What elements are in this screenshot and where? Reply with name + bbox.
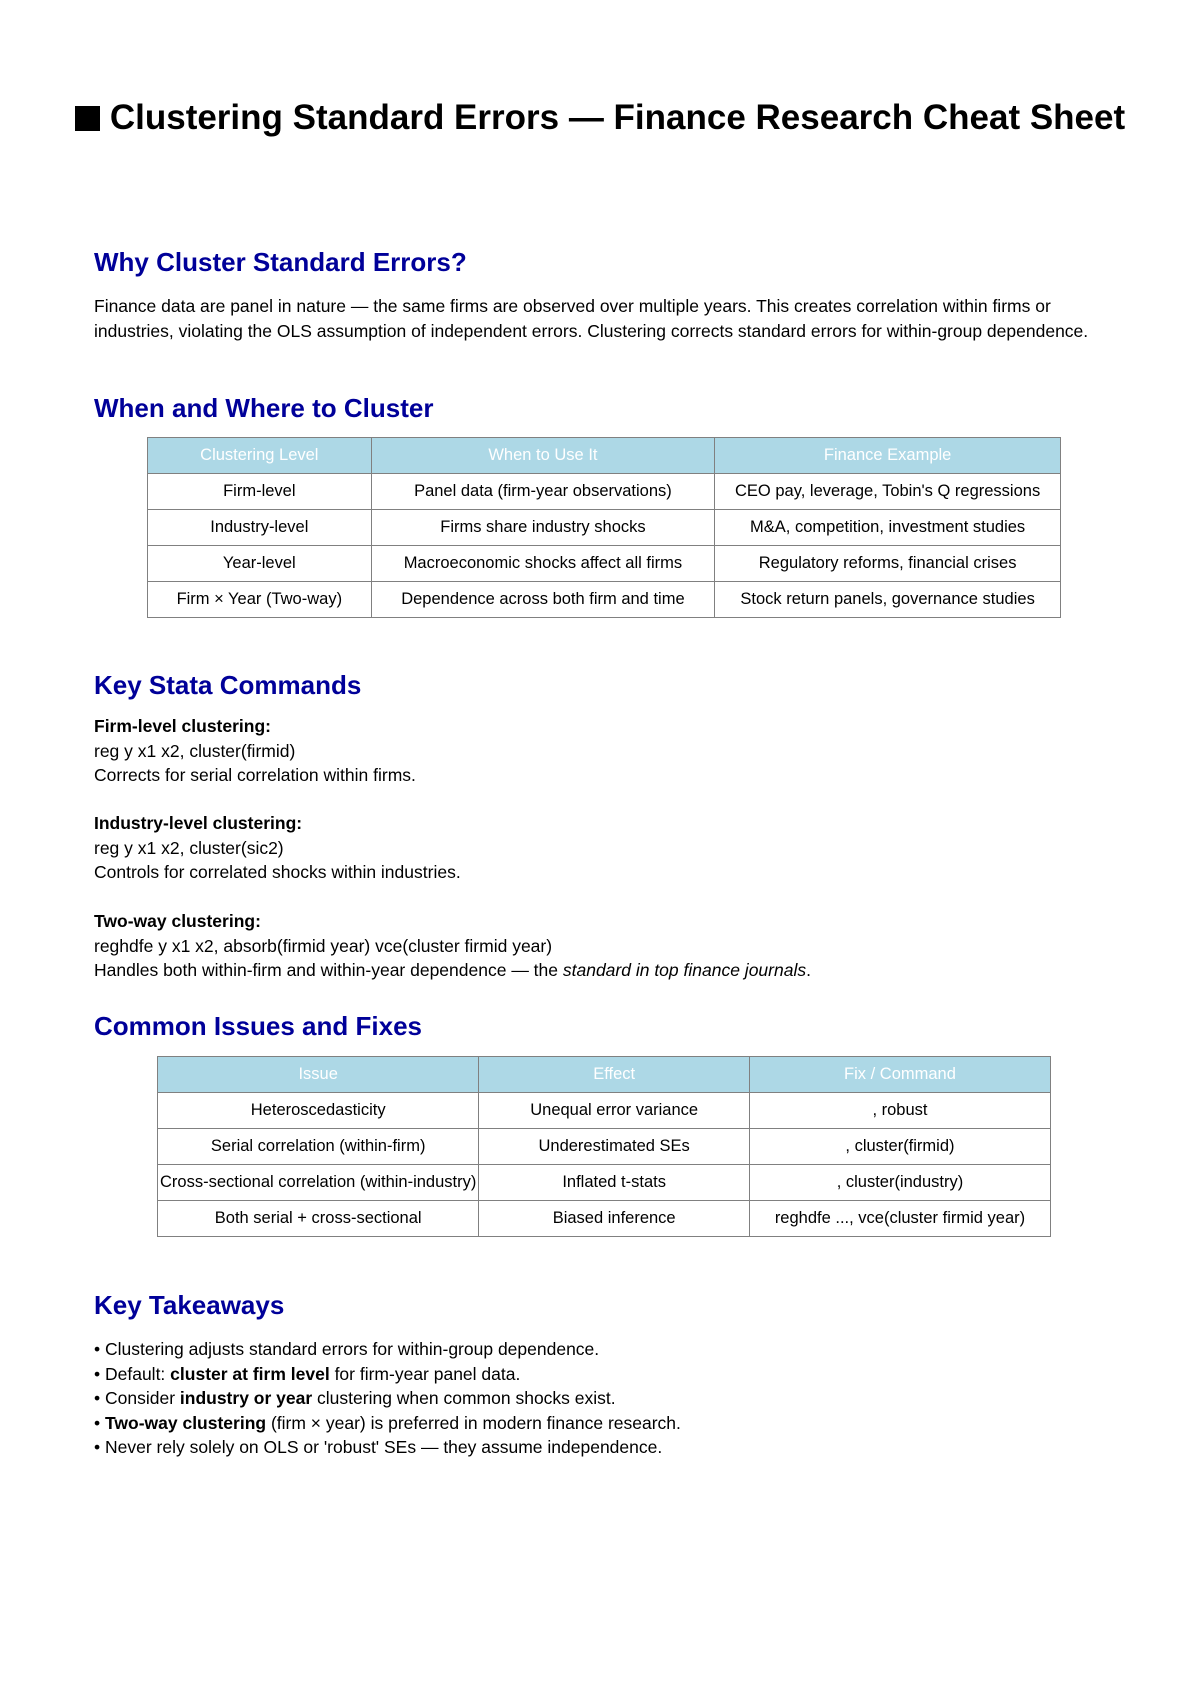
table-row (148, 474, 1061, 510)
square-bullet-icon (75, 106, 100, 131)
item-text: • (94, 1412, 105, 1433)
page-title (60, 96, 1140, 140)
table-row (158, 1165, 1051, 1201)
table-cell: Underestimated SEs (479, 1129, 750, 1165)
item-bold: cluster at firm level (170, 1363, 330, 1384)
item-text: (firm × year) is preferred in modern finance research. (266, 1412, 681, 1433)
table-cell: Firms share industry shocks (371, 510, 715, 546)
stata-note: Corrects for serial correlation within firms. (94, 765, 416, 785)
stata-twoway-block (94, 909, 1124, 983)
clustering-level-table (147, 437, 1061, 618)
table-cell (158, 1165, 479, 1201)
cell-text-overflow: Cross-sectional correlation (within-industry) (160, 1173, 477, 1191)
item-text: • Clustering adjusts standard errors for within-group dependence. (94, 1339, 600, 1359)
stata-firm-block (94, 714, 1124, 788)
note-emphasis: standard in top finance journals (562, 960, 807, 980)
stata-label: Two-way clustering: (94, 911, 261, 931)
table-cell: Regulatory reforms, financial crises (715, 546, 1061, 582)
column-header: Fix / Command (749, 1057, 1050, 1093)
table-cell: Serial correlation (within-firm) (158, 1129, 479, 1165)
table-cell: Heteroscedasticity (158, 1093, 479, 1129)
table-cell: , cluster(firmid) (749, 1129, 1050, 1165)
when-heading: When and Where to Cluster (94, 393, 434, 423)
table-cell: Year-level (148, 546, 372, 582)
table-row (158, 1201, 1051, 1237)
item-text: • Never rely solely on OLS or 'robust' SEs — they assume independence. (94, 1437, 663, 1457)
stata-label: Industry-level clustering: (94, 813, 303, 833)
table-cell: Firm × Year (Two-way) (148, 582, 372, 618)
stata-command: reg y x1 x2, cluster(sic2) (94, 837, 284, 858)
issues-heading: Common Issues and Fixes (94, 1011, 422, 1041)
table-cell: CEO pay, leverage, Tobin's Q regressions (715, 474, 1061, 510)
note-text: Handles both within-firm and within-year dependence — the (94, 960, 563, 980)
list-item (94, 1411, 1124, 1436)
column-header: Finance Example (715, 438, 1061, 474)
table-row (158, 1129, 1051, 1165)
column-header: When to Use It (371, 438, 715, 474)
list-item (94, 1435, 1124, 1460)
table-cell: Industry-level (148, 510, 372, 546)
stata-label: Firm-level clustering: (94, 716, 271, 736)
table-cell: Dependence across both firm and time (371, 582, 715, 618)
table-header-row (158, 1057, 1051, 1093)
column-header: Effect (479, 1057, 750, 1093)
item-text: • Default: (94, 1363, 171, 1384)
page-title-text: Clustering Standard Errors — Finance Research Cheat Sheet (109, 98, 1126, 137)
table-cell: Both serial + cross-sectional (158, 1201, 479, 1237)
list-item (94, 1337, 1124, 1362)
table-cell: , cluster(industry) (749, 1165, 1050, 1201)
table-cell: Unequal error variance (479, 1093, 750, 1129)
table-cell: M&A, competition, investment studies (715, 510, 1061, 546)
why-paragraph: Finance data are panel in nature — the same firms are observed over multiple years. This creates correlation within firms or industries, violating the OLS assumption of independent errors. Clustering corrects standard errors for within-group dependence. (94, 296, 1089, 341)
table-cell: Inflated t-stats (479, 1165, 750, 1201)
table-cell: Biased inference (479, 1201, 750, 1237)
list-item (94, 1386, 1124, 1411)
table-row (148, 546, 1061, 582)
table-cell: reghdfe ..., vce(cluster firmid year) (749, 1201, 1050, 1237)
table-cell: Firm-level (148, 474, 372, 510)
column-header: Issue (158, 1057, 479, 1093)
stata-industry-block (94, 811, 1124, 885)
stata-heading: Key Stata Commands (94, 670, 362, 700)
stata-note: Controls for correlated shocks within industries. (94, 862, 461, 882)
note-text: . (806, 960, 811, 980)
table-row (148, 510, 1061, 546)
table-row (158, 1093, 1051, 1129)
stata-command: reg y x1 x2, cluster(firmid) (94, 740, 296, 761)
stata-note (94, 958, 1124, 983)
table-header-row (148, 438, 1061, 474)
table-cell: , robust (749, 1093, 1050, 1129)
stata-command: reghdfe y x1 x2, absorb(firmid year) vce(cluster firmid year) (94, 935, 553, 956)
table-cell: Stock return panels, governance studies (715, 582, 1061, 618)
item-bold: industry or year (179, 1388, 313, 1408)
item-text: • Consider (94, 1388, 180, 1408)
issues-table (157, 1056, 1051, 1237)
table-row (148, 582, 1061, 618)
takeaways-heading: Key Takeaways (94, 1290, 285, 1320)
item-bold: Two-way clustering (105, 1412, 267, 1433)
list-item (94, 1362, 1124, 1387)
takeaways-list (94, 1337, 1124, 1460)
why-heading: Why Cluster Standard Errors? (94, 247, 467, 277)
item-text: clustering when common shocks exist. (312, 1388, 616, 1408)
column-header: Clustering Level (148, 438, 372, 474)
table-cell: Panel data (firm-year observations) (371, 474, 715, 510)
item-text: for firm-year panel data. (329, 1363, 521, 1384)
table-cell: Macroeconomic shocks affect all firms (371, 546, 715, 582)
